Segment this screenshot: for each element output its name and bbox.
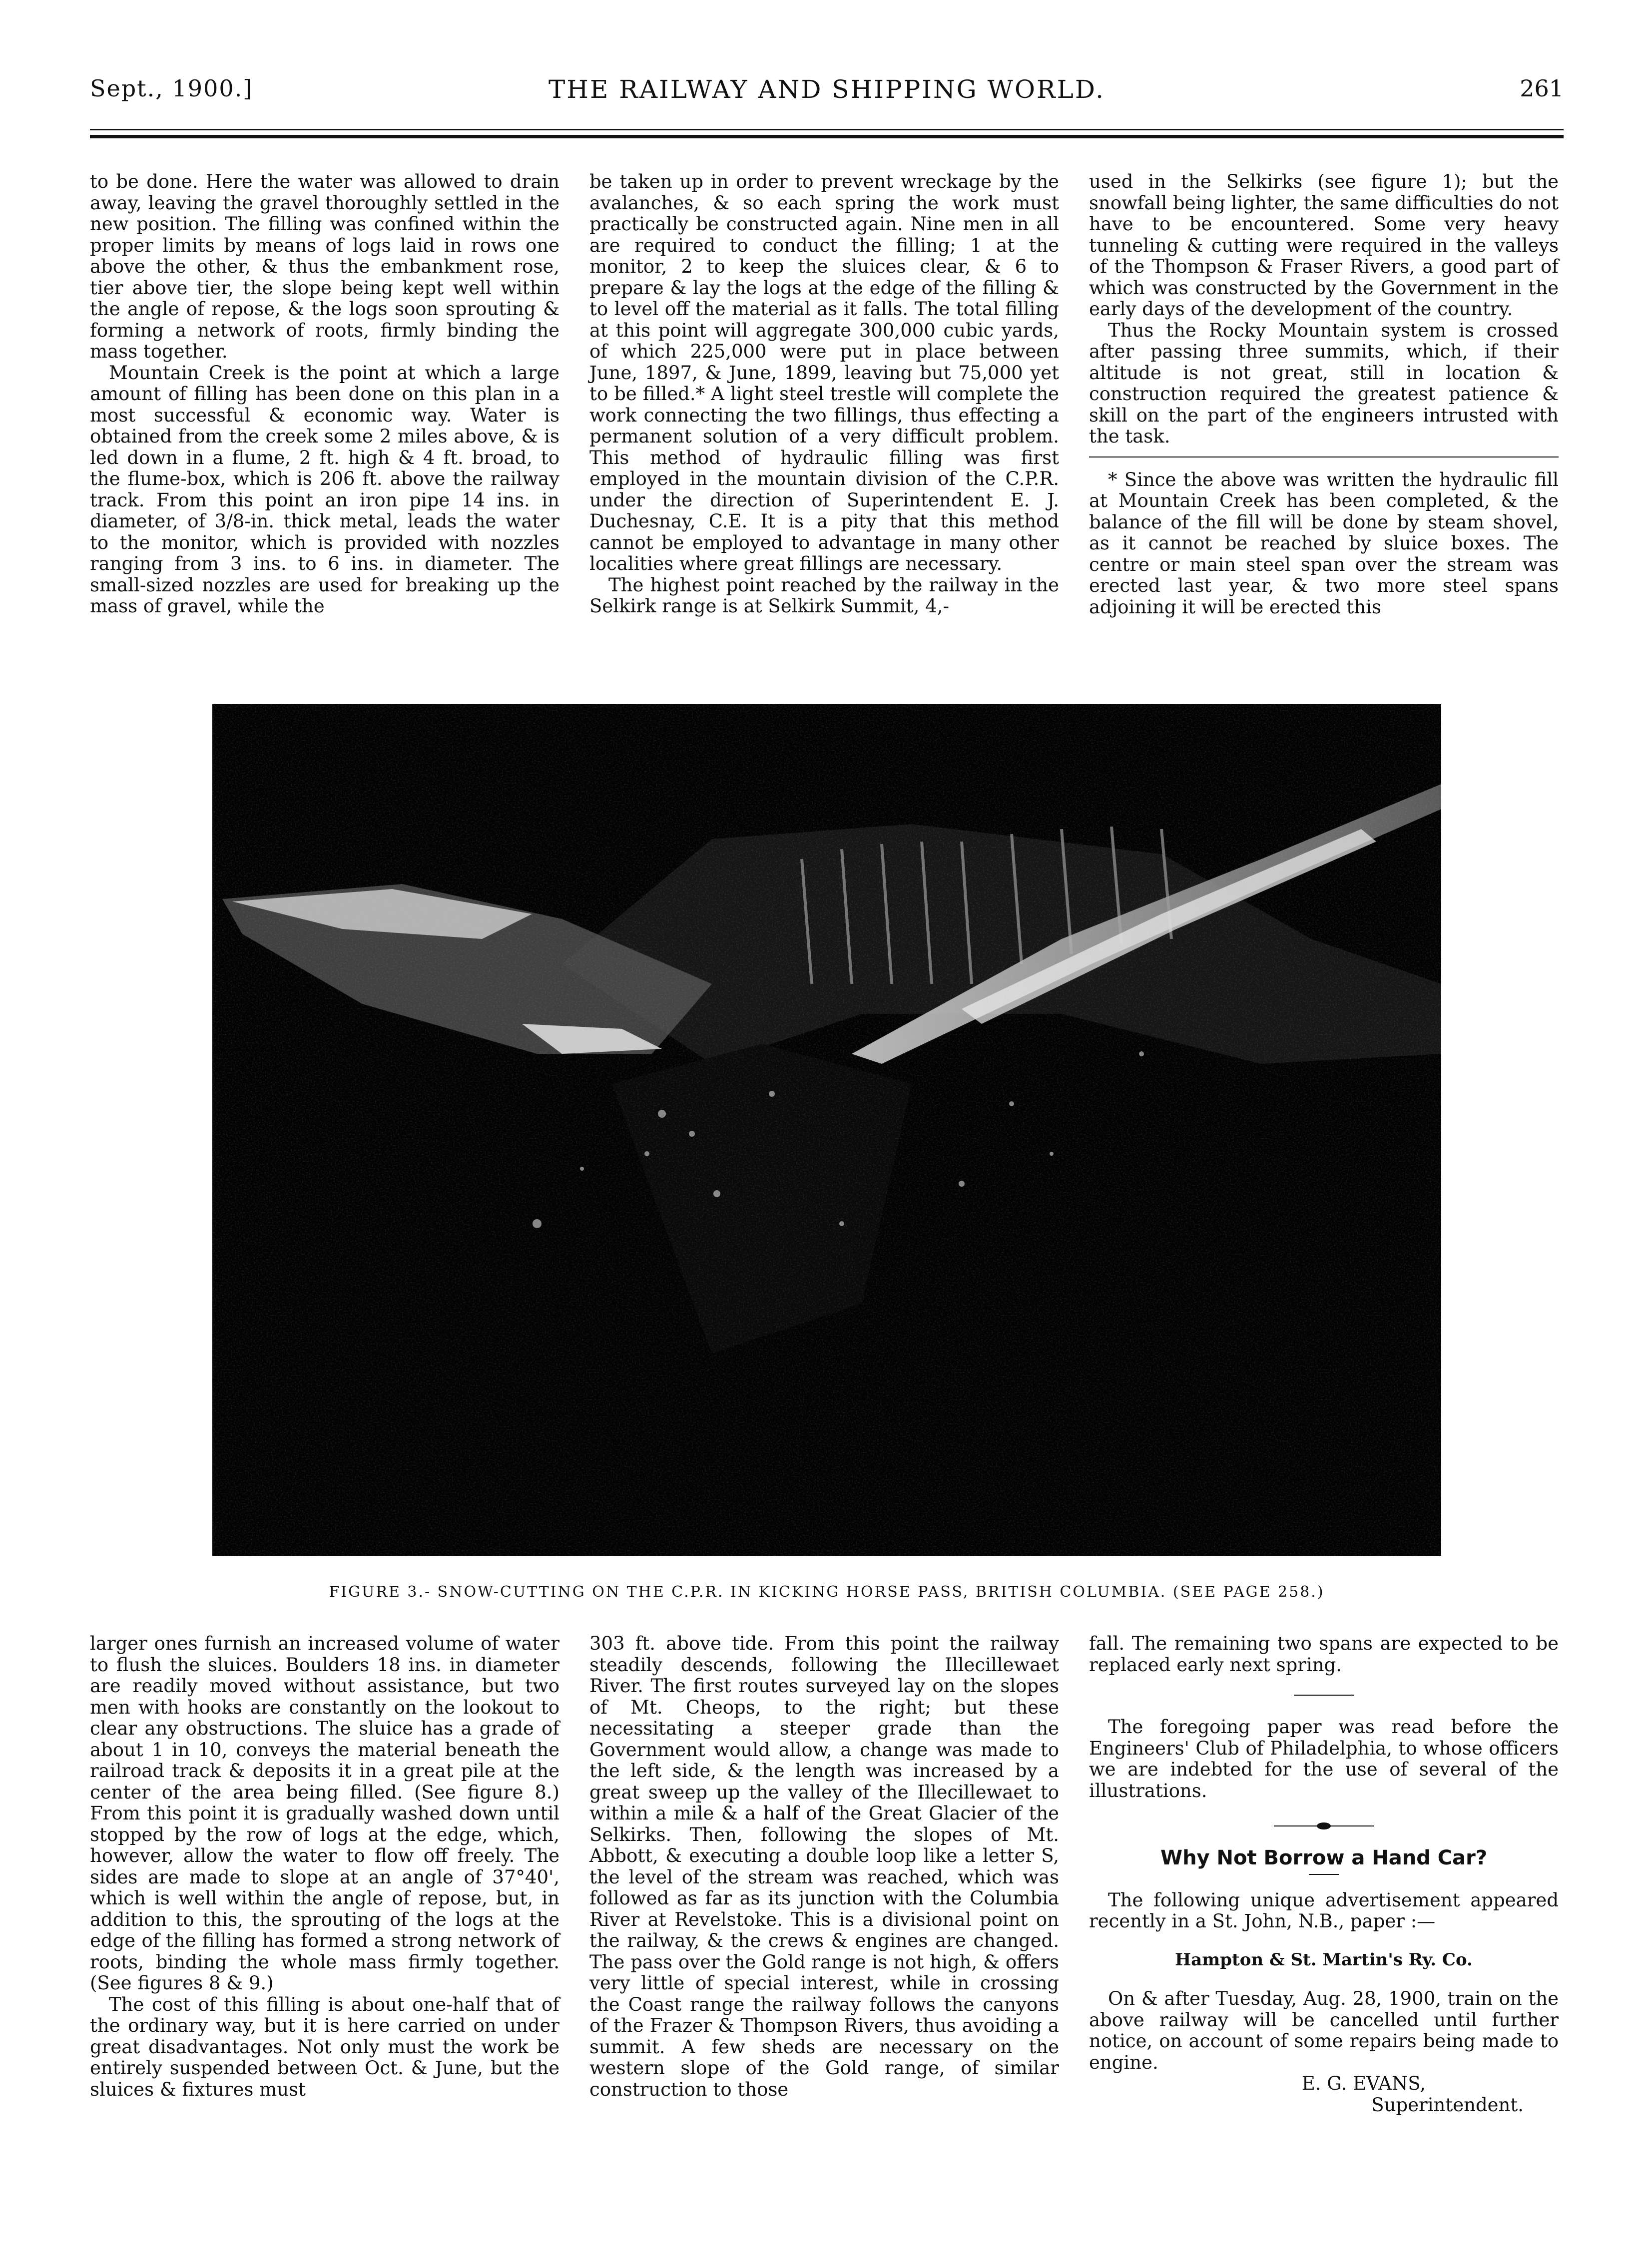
footnote: * Since the above was written the hydraulic fill at Mountain Creek has been completed, & the balance of the fill will be done by steam shovel, as it cannot be reached by sluice boxes. The centre or main steel span over the stream was erected last year, & two more steel spans adjoining it will be erected this: [1089, 468, 1559, 618]
paragraph: On & after Tuesday, Aug. 28, 1900, train on the above railway will be cancelled until further notice, on account of some repairs being made to engine.: [1089, 1988, 1559, 2073]
paragraph: The foregoing paper was read before the Engineers' Club of Philadelphia, to whose officers we are indebted for the use of several of the illustrations.: [1089, 1716, 1559, 1802]
footnote-rule: [1089, 456, 1559, 457]
top-column-1: [90, 171, 559, 676]
photograph-image: [212, 704, 1441, 1556]
paragraph: larger ones furnish an increased volume of water to flush the sluices. Boulders 18 ins. in diameter are readily moved without assistance, but two men with hooks are constantly on the lookout to clear any obstructions. The sluice has a grade of about 1 in 10, conveys the material beneath the railroad track & deposits it in a great pile at the center of the area being filled. (See figure 8.) From this point it is gradually washed down until stopped by the row of logs at the edge, which, however, allow the water to flow off freely. The sides are made to slope at an angle of 37°40', which is well within the angle of repose, but, in addition to this, the sprouting of the logs at the edge of the filling has formed a strong network of roots, binding the whole mass firmly together. (See figures 8 & 9.): [90, 1633, 559, 1994]
paragraph: be taken up in order to prevent wreckage by the avalanches, & so each spring the work must practically be constructed again. Nine men in all are required to conduct the filling; 1 at the monitor, 2 to keep the sluices clear, & 6 to prepare & lay the logs at the edge of the filling & to level off the material as it falls. The total filling at this point will aggregate 300,000 cubic yards, of which 225,000 were put in place between June, 1897, & June, 1899, leaving but 75,000 yet to be filled.* A light steel trestle will complete the work connecting the two fillings, thus effecting a permanent solution of a very difficult problem. This method of hydraulic filling was first employed in the mountain division of the C.P.R. under the direction of Superintendent E. J. Duchesnay, C.E. It is a pity that this method cannot be employed to advantage in many other localities where great fillings are necessary.: [589, 171, 1059, 574]
journal-title: THE RAILWAY AND SHIPPING WORLD.: [548, 75, 1105, 104]
top-column-2: [589, 171, 1059, 676]
article-heading: Why Not Borrow a Hand Car?: [1160, 1846, 1488, 1869]
paragraph: Thus the Rocky Mountain system is crossed after passing three summits, which, if their altitude is not great, still in location & construction required the greatest patience & skill on the part of the engineers intrusted with the task.: [1089, 319, 1559, 447]
paragraph: Mountain Creek is the point at which a large amount of filling has been done on this plan in a most successful & economic way. Water is obtained from the creek some 2 miles above, & is led down in a flume, 2 ft. high & 4 ft. broad, to the flume-box, which is 206 ft. above the railway track. From this point an iron pipe 14 ins. in diameter, of 3/8-in. thick metal, leads the water to the monitor, which is provided with nozzles ranging from 3 ins. to 6 ins. in diameter. The small-sized nozzles are used for breaking up the mass of gravel, while the: [90, 362, 559, 617]
signature-name: E. G. EVANS,: [1301, 2073, 1426, 2094]
heading-rule: [1309, 1874, 1339, 1875]
paragraph: The cost of this filling is about one-half that of the ordinary way, but it is here carried on under great disadvantages. Not only must the work be entirely suspended between Oct. & June, but the sluices & fixtures must: [90, 1993, 559, 2100]
paragraph: 303 ft. above tide. From this point the railway steadily descends, following the Illecillewaet River. The first routes surveyed lay on the slopes of Mt. Cheops, to the right; but these necessitating a steeper grade than the Government would allow, a change was made to the left side, & the length was increased by a great sweep up the valley of the Illecillewaet to within a mile & a half of the Great Glacier of the Selkirks. Then, following the slopes of Mt. Abbott, & executing a double loop like a letter S, the level of the stream was reached, which was followed as far as its junction with the Columbia River at Revelstoke. This is a divisional point on the railway, & the crews & engines are changed. The pass over the Gold range is not high, & offers very little of special interest, while in crossing the Coast range the railway follows the canyons of the Frazer & Thompson Rivers, thus avoiding a summit. A few sheds are necessary on the western slope of the Gold range, of similar construction to those: [589, 1633, 1059, 2100]
header-rule-thin: [90, 129, 1564, 130]
bottom-column-1: [90, 1633, 559, 2183]
paragraph: fall. The remaining two spans are expected to be replaced early next spring.: [1089, 1633, 1559, 1676]
ornament-rule: [1274, 1822, 1374, 1829]
page-number: 261: [1520, 75, 1564, 102]
snow-cutting-photograph: [212, 704, 1441, 1556]
paragraph: used in the Selkirks (see figure 1); but the snowfall being lighter, the same difficulties do not have to be encountered. Some very heavy tunneling & cutting were required in the valleys of the Thompson & Fraser Rivers, a good part of which was constructed by the Government in the early days of the development of the country.: [1089, 171, 1559, 320]
page-header: [90, 75, 1564, 120]
signature-title: Superintendent.: [1371, 2094, 1524, 2116]
paragraph: to be done. Here the water was allowed to drain away, leaving the gravel thoroughly settled in the new position. The filling was confined within the proper limits by means of logs laid in rows one above the other, & thus the embankment rose, tier above tier, the slope being kept well within the angle of repose, & the logs soon sprouting & forming a network of roots, firmly binding the mass together.: [90, 171, 559, 362]
top-column-3: [1089, 171, 1559, 676]
company-name: Hampton & St. Martin's Ry. Co.: [1175, 1949, 1473, 1970]
bottom-column-3: [1089, 1633, 1559, 2183]
header-date: Sept., 1900.]: [90, 75, 253, 102]
section-rule: [1294, 1695, 1354, 1696]
header-rule-thick: [90, 135, 1564, 138]
paragraph: The highest point reached by the railway in the Selkirk range is at Selkirk Summit, 4,-: [589, 574, 1059, 617]
bottom-column-2: [589, 1633, 1059, 2183]
paragraph: The following unique advertisement appeared recently in a St. John, N.B., paper :—: [1089, 1889, 1559, 1932]
figure-caption: FIGURE 3.- SNOW-CUTTING ON THE C.P.R. IN KICKING HORSE PASS, BRITISH COLUMBIA. (SEE PAGE 258.): [329, 1583, 1325, 1601]
